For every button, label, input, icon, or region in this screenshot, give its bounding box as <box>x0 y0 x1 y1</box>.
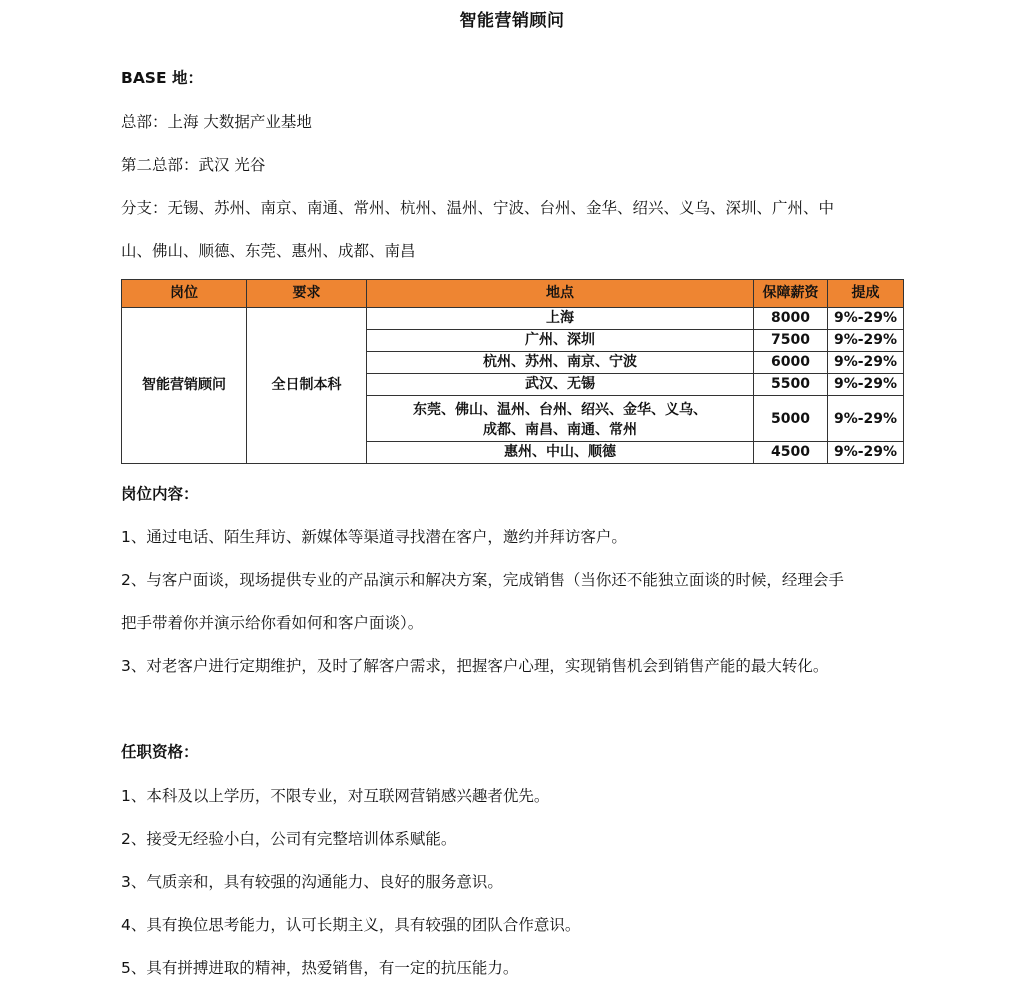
duty-item: 1、通过电话、陌生拜访、新媒体等渠道寻找潜在客户，邀约并拜访客户。 <box>121 528 627 546</box>
headquarters-text: 总部：上海 大数据产业基地 <box>121 113 312 131</box>
salary-table <box>121 279 904 464</box>
table-row <box>122 308 904 330</box>
branches-text-line2: 山、佛山、顺德、东莞、惠州、成都、南昌 <box>121 242 416 260</box>
qualification-item: 1、本科及以上学历，不限专业，对互联网营销感兴趣者优先。 <box>121 787 550 805</box>
header-position: 岗位 <box>122 280 247 308</box>
salary-cell: 5500 <box>754 374 828 396</box>
salary-cell: 8000 <box>754 308 828 330</box>
header-salary: 保障薪资 <box>754 280 828 308</box>
position-cell: 智能营销顾问 <box>122 308 247 464</box>
salary-cell: 6000 <box>754 352 828 374</box>
qualification-item: 4、具有换位思考能力，认可长期主义，具有较强的团队合作意识。 <box>121 916 581 934</box>
qualification-item: 3、气质亲和，具有较强的沟通能力、良好的服务意识。 <box>121 873 503 891</box>
duty-item: 2、与客户面谈，现场提供专业的产品演示和解决方案，完成销售（当你还不能独立面谈的时候，经理会手 <box>121 571 844 589</box>
commission-cell: 9%-29% <box>828 396 904 442</box>
location-cell: 杭州、苏州、南京、宁波 <box>367 352 754 374</box>
branches-text-line1: 分支：无锡、苏州、南京、南通、常州、杭州、温州、宁波、台州、金华、绍兴、义乌、深圳、广州、中 <box>121 199 835 217</box>
duty-item: 把手带着你并演示给你看如何和客户面谈）。 <box>121 614 424 632</box>
location-cell: 上海 <box>367 308 754 330</box>
qualifications-heading: 任职资格： <box>121 743 199 761</box>
location-cell <box>367 396 754 442</box>
commission-cell: 9%-29% <box>828 442 904 464</box>
salary-cell: 4500 <box>754 442 828 464</box>
table-header-row <box>122 280 904 308</box>
document-title: 智能营销顾问 <box>459 11 565 31</box>
location-cell: 广州、深圳 <box>367 330 754 352</box>
location-cell: 惠州、中山、顺德 <box>367 442 754 464</box>
duty-item: 3、对老客户进行定期维护，及时了解客户需求，把握客户心理，实现销售机会到销售产能的最大转化。 <box>121 657 829 675</box>
commission-cell: 9%-29% <box>828 330 904 352</box>
header-location: 地点 <box>367 280 754 308</box>
qualification-item: 5、具有拼搏进取的精神，热爱销售，有一定的抗压能力。 <box>121 959 519 977</box>
salary-cell: 5000 <box>754 396 828 442</box>
location-line1: 东莞、佛山、温州、台州、绍兴、金华、义乌、 <box>413 401 707 418</box>
location-cell: 武汉、无锡 <box>367 374 754 396</box>
commission-cell: 9%-29% <box>828 374 904 396</box>
salary-cell: 7500 <box>754 330 828 352</box>
second-headquarters-text: 第二总部：武汉 光谷 <box>121 156 266 174</box>
base-heading: BASE 地： <box>121 69 203 87</box>
location-line2: 成都、南昌、南通、常州 <box>483 421 637 438</box>
qualification-item: 2、接受无经验小白，公司有完整培训体系赋能。 <box>121 830 457 848</box>
duties-heading: 岗位内容： <box>121 485 199 503</box>
requirement-cell: 全日制本科 <box>247 308 367 464</box>
header-commission: 提成 <box>828 280 904 308</box>
commission-cell: 9%-29% <box>828 352 904 374</box>
commission-cell: 9%-29% <box>828 308 904 330</box>
header-requirement: 要求 <box>247 280 367 308</box>
